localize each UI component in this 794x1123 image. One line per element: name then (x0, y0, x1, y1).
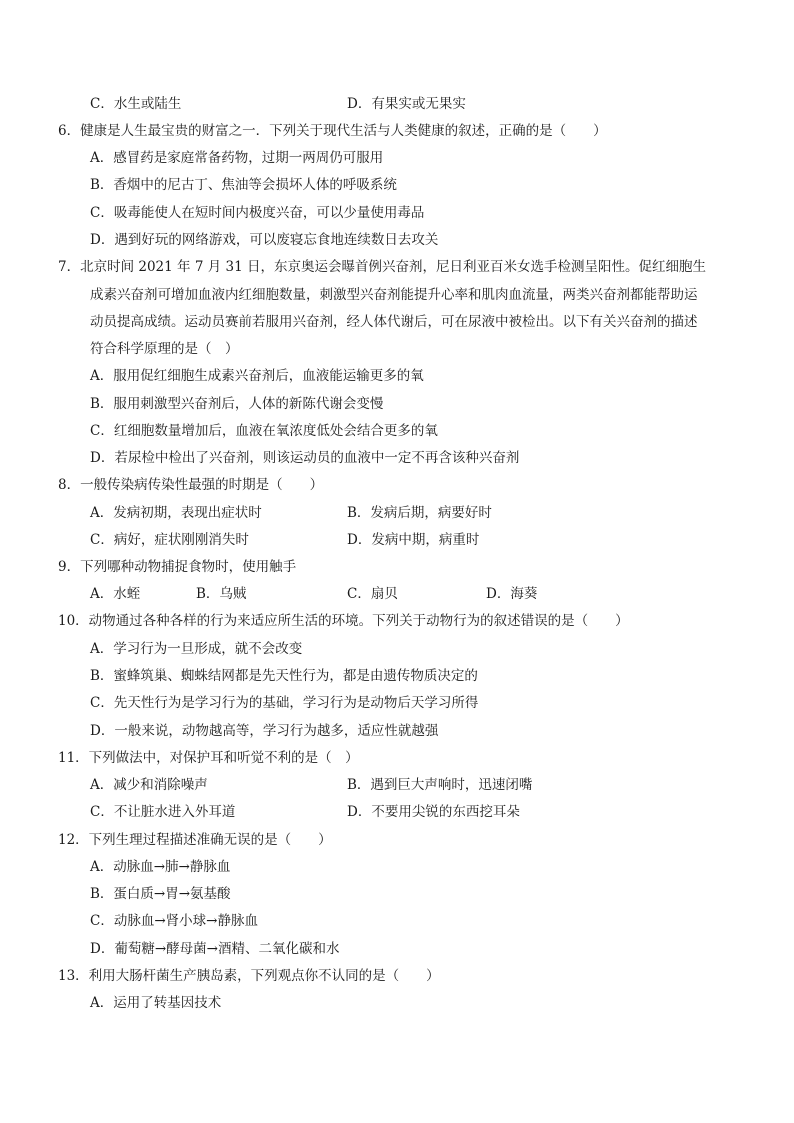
q7-option-b: B．服用刺激型兴奋剂后，人体的新陈代谢会变慢 (90, 396, 384, 412)
q8-option-c: C．病好，症状刚刚消失时 (90, 532, 249, 548)
q7-option-c: C．红细胞数量增加后，血液在氧浓度低处会结合更多的氧 (90, 423, 438, 439)
q7-option-d: D．若尿检中检出了兴奋剂，则该运动员的血液中一定不再含该种兴奋剂 (90, 450, 520, 466)
q6-stem: 6．健康是人生最宝贵的财富之一．下列关于现代生活与人类健康的叙述，正确的是（ ） (58, 123, 607, 139)
q12-option-b: B．蛋白质→胃→氨基酸 (90, 886, 231, 902)
q6-option-a: A．感冒药是家庭常备药物，过期一两周仍可服用 (90, 150, 384, 166)
q8-option-b: B．发病后期，病要好时 (347, 505, 492, 521)
q5-option-c: C．水生或陆生 (90, 96, 182, 112)
q10-stem: 10．动物通过各种各样的行为来适应所生活的环境。下列关于动物行为的叙述错误的是（ ） (58, 613, 629, 629)
q12-stem: 12．下列生理过程描述准确无误的是（ ） (58, 832, 332, 848)
q8-option-a: A．发病初期，表现出症状时 (90, 505, 262, 521)
q7-stem-line4: 符合科学原理的是（ ） (90, 341, 239, 357)
q5-option-d: D．有果实或无果实 (347, 96, 466, 112)
q10-option-c: C．先天性行为是学习行为的基础，学习行为是动物后天学习所得 (90, 695, 479, 711)
q6-option-b: B．香烟中的尼古丁、焦油等会损坏人体的呼吸系统 (90, 177, 397, 193)
q12-option-d: D．葡萄糖→酵母菌→酒精、二氧化碳和水 (90, 941, 340, 957)
q8-stem: 8．一般传染病传染性最强的时期是（ ） (58, 477, 324, 493)
q9-option-c: C．扇贝 (347, 586, 398, 602)
q11-stem: 11．下列做法中，对保护耳和听觉不利的是（ ） (58, 750, 359, 766)
q9-option-d: D．海葵 (486, 586, 538, 602)
q12-option-a: A．动脉血→肺→静脉血 (90, 859, 231, 875)
q9-option-a: A．水蛭 (90, 586, 141, 602)
q11-option-c: C．不让脏水进入外耳道 (90, 804, 236, 820)
q7-option-a: A．服用促红细胞生成素兴奋剂后，血液能运输更多的氧 (90, 368, 424, 384)
q13-stem: 13．利用大肠杆菌生产胰岛素，下列观点你不认同的是（ ） (58, 968, 440, 984)
q8-option-d: D．发病中期，病重时 (347, 532, 480, 548)
q12-option-c: C．动脉血→肾小球→静脉血 (90, 913, 258, 929)
q7-stem-line2: 成素兴奋剂可增加血液内红细胞数量，刺激型兴奋剂能提升心率和肌肉血流量，两类兴奋剂都能帮助运 (90, 287, 698, 303)
q10-option-b: B．蜜蜂筑巢、蜘蛛结网都是先天性行为，都是由遗传物质决定的 (90, 668, 478, 684)
q11-option-b: B．遇到巨大声响时，迅速闭嘴 (347, 777, 533, 793)
q9-stem: 9．下列哪种动物捕捉食物时，使用触手 (58, 559, 297, 575)
q6-option-c: C．吸毒能使人在短时间内极度兴奋，可以少量使用毒品 (90, 205, 425, 221)
q6-option-d: D．遇到好玩的网络游戏，可以废寝忘食地连续数日去攻关 (90, 232, 439, 248)
q7-stem-line3: 动员提高成绩。运动员赛前若服用兴奋剂，经人体代谢后，可在尿液中被检出。以下有关兴奋剂的描述 (90, 314, 698, 330)
q9-option-b: B．乌贼 (196, 586, 247, 602)
q7-stem-line1: 7．北京时间 2021 年 7 月 31 日，东京奥运会曝首例兴奋剂，尼日利亚百米女选手检测呈阳性。促红细胞生 (58, 259, 706, 275)
q13-option-a: A．运用了转基因技术 (90, 995, 222, 1011)
q10-option-a: A．学习行为一旦形成，就不会改变 (90, 641, 303, 657)
q11-option-d: D．不要用尖锐的东西挖耳朵 (347, 804, 520, 820)
q10-option-d: D．一般来说，动物越高等，学习行为越多，适应性就越强 (90, 723, 439, 739)
q11-option-a: A．减少和消除噪声 (90, 777, 208, 793)
